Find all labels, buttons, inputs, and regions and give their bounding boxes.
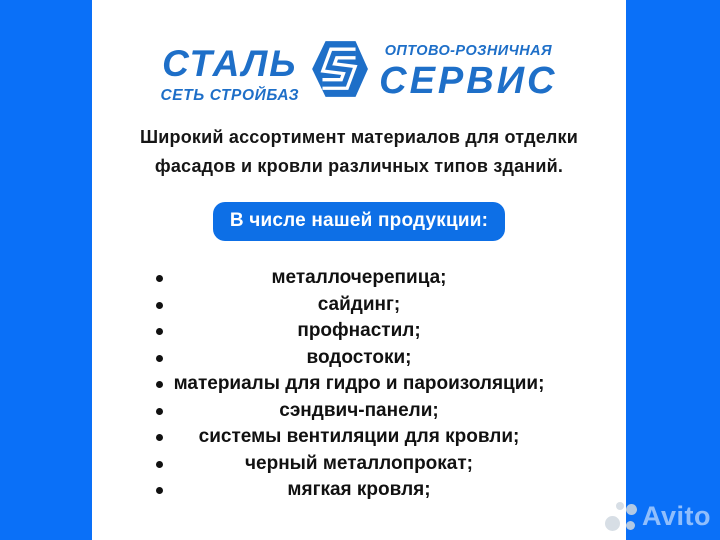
logo-text-service: СЕРВИС [379,60,558,102]
list-item-label: мягкая кровля; [287,479,431,500]
right-border-bar [626,0,720,540]
logo-text-network: СЕТЬ СТРОЙБАЗ [160,87,300,104]
bullet-icon [156,408,163,415]
list-item [92,318,626,345]
products-badge: В числе нашей продукции: [213,202,505,241]
logo-text-steel: СТАЛЬ [162,43,298,84]
bullet-icon [156,487,163,494]
logo-text-wholesale: ОПТОВО-РОЗНИЧНАЯ [384,43,552,59]
bullet-icon [156,355,163,362]
list-item-label: сайдинг; [317,293,401,315]
list-item [92,345,626,372]
hexagon-s-icon [308,38,370,100]
bullet-icon [156,302,163,309]
list-item [92,265,626,292]
logo-left-block [160,45,299,105]
avito-wordmark: Avito [642,501,711,531]
list-item-label: системы вентиляции для кровли; [198,426,520,447]
intro-text: Широкий ассортимент материалов для отделки фасадов и кровли различных типов зданий. [139,127,579,176]
list-item [92,451,626,478]
list-item [92,398,626,425]
list-item-label: профнастил; [297,320,421,341]
list-item-label: материалы для гидро и пароизоляции; [173,373,545,394]
company-logo [160,38,557,105]
list-item [92,371,626,398]
list-item [92,292,626,319]
list-item-label: металлочерепица; [271,267,447,288]
list-item-label: черный металлопрокат; [245,452,473,474]
bullet-icon [156,328,163,335]
bullet-icon [156,381,163,388]
products-list [92,265,626,504]
list-item-label: сэндвич-панели; [279,399,439,421]
content-area [92,0,626,540]
list-item-label: водостоки; [306,346,412,368]
bullet-icon [156,275,163,282]
left-border-bar [0,0,92,540]
logo-right-block [379,43,557,100]
list-item [92,477,626,504]
bullet-icon [156,461,163,468]
bullet-icon [156,434,163,441]
list-item [92,424,626,451]
